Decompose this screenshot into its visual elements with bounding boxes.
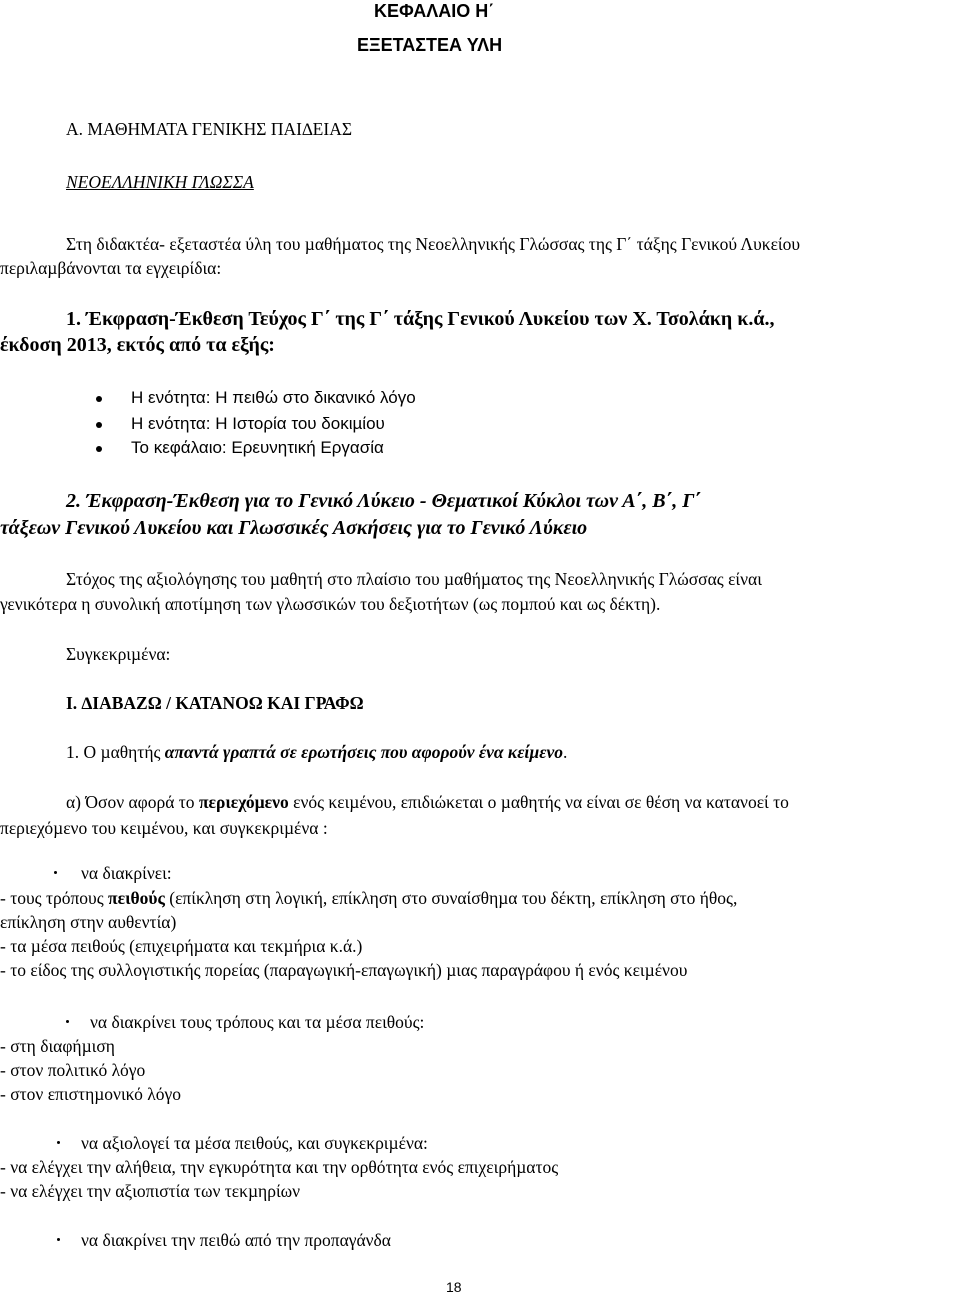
alpha-prefix: α) Όσον αφορά το — [66, 792, 199, 812]
bullet-icon — [96, 396, 102, 402]
group3-item: - να ελέγχει την αλήθεια, την εγκυρότητα και την ορθότητα ενός επιχειρήµατος — [0, 1157, 559, 1177]
alpha-line-2: περιεχόµενο του κειµένου, και συγκεκριµένα : — [0, 818, 328, 838]
subject-heading: ΝΕΟΕΛΛΗΝΙΚΗ ΓΛΩΣΣΑ — [66, 172, 254, 192]
group2-item: - στον επιστηµονικό λόγο — [0, 1084, 181, 1104]
group1-item: - το είδος της συλλογιστικής πορείας (παραγωγική-επαγωγική) µιας παραγράφου ή ενός κειµένου — [0, 960, 688, 980]
group1-item — [0, 887, 737, 909]
middot-icon — [57, 1238, 60, 1241]
bullet-icon — [96, 446, 102, 452]
middot-icon — [66, 1020, 69, 1023]
specifically-label: Συγκεκριµένα: — [66, 644, 171, 664]
part1-heading: Ι. ∆ΙΑΒΑΖΩ / ΚΑΤΑΝΟΩ ΚΑΙ ΓΡΑΦΩ — [66, 693, 364, 713]
group1-item1-suffix: (επίκληση στη λογική, επίκληση στο συναίσθηµα του δέκτη, επίκληση στο ήθος, — [164, 888, 738, 908]
group1-item1-bold: πειθούς — [108, 888, 165, 908]
item1-suffix: . — [563, 742, 568, 762]
exclusion-item: Η ενότητα: Η πειθώ στο δικανικό λόγο — [131, 388, 416, 407]
group1-lead: να διακρίνει: — [81, 863, 172, 883]
group2-item: - στη διαφήµιση — [0, 1036, 115, 1056]
group1-item: - τα µέσα πειθούς (επιχειρήµατα και τεκµήρια κ.ά.) — [0, 936, 363, 956]
alpha-line-1 — [66, 791, 789, 813]
item1-bold: απαντά γραπτά σε ερωτήσεις που αφορούν ένα κείµενο — [164, 742, 564, 762]
middot-icon — [54, 871, 57, 874]
bullet-icon — [96, 422, 102, 428]
page-number: 18 — [446, 1279, 462, 1295]
group4-lead: να διακρίνει την πειθώ από την προπαγάνδα — [81, 1230, 391, 1250]
group1-item-continuation: επίκληση στην αυθεντία) — [0, 912, 177, 932]
group1-item1-prefix: - τους τρόπους — [0, 888, 109, 908]
intro-line-2: περιλαµβάνονται τα εγχειρίδια: — [0, 258, 222, 278]
part1-item-1 — [66, 741, 567, 763]
assessment-line-2: γενικότερα η συνολική αποτίµηση των γλωσσικών του δεξιοτήτων (ως ποµπού και ως δέκτη). — [0, 594, 661, 614]
section-heading: Α. ΜΑΘΗΜΑΤΑ ΓΕΝΙΚΗΣ ΠΑΙ∆ΕΙΑΣ — [66, 119, 353, 139]
chapter-subtitle: ΕΞΕΤΑΣΤΕΑ ΥΛΗ — [357, 35, 503, 55]
group3-item: - να ελέγχει την αξιοπιστία των τεκµηρίων — [0, 1181, 301, 1201]
exclusion-item: Η ενότητα: Η Ιστορία του δοκιµίου — [131, 414, 385, 433]
intro-line-1: Στη διδακτέα- εξεταστέα ύλη του µαθήµατος της Νεοελληνικής Γλώσσας της Γ΄ τάξης Γενικού Λυκείου — [66, 234, 801, 254]
book2-title-line-2: τάξεων Γενικού Λυκείου και Γλωσσικές Ασκήσεις για το Γενικό Λύκειο — [0, 517, 588, 539]
chapter-title: ΚΕΦΑΛΑΙΟ Η΄ — [374, 1, 495, 21]
book2-title-line-1: 2. Έκφραση-Έκθεση για το Γενικό Λύκειο - Θεµατικοί Κύκλοι των Α΄, Β΄, Γ΄ — [66, 490, 701, 512]
book1-title-line-1: 1. Έκφραση-Έκθεση Τεύχος Γ΄ της Γ΄ τάξης Γενικού Λυκείου των Χ. Τσολάκη κ.ά., — [66, 308, 775, 330]
book1-title-line-2: έκδοση 2013, εκτός από τα εξής: — [0, 334, 275, 356]
alpha-bold: περιεχόµενο — [198, 792, 289, 812]
group2-item: - στον πολιτικό λόγο — [0, 1060, 146, 1080]
alpha-suffix: ενός κειµένου, επιδιώκεται ο µαθητής να είναι σε θέση να κατανοεί το — [288, 792, 789, 812]
item1-prefix: 1. Ο µαθητής — [66, 742, 165, 762]
middot-icon — [57, 1141, 60, 1144]
group2-lead: να διακρίνει τους τρόπους και τα µέσα πειθούς: — [90, 1012, 425, 1032]
group3-lead: να αξιολογεί τα µέσα πειθούς, και συγκεκριµένα: — [81, 1133, 428, 1153]
exclusion-item: Το κεφάλαιο: Ερευνητική Εργασία — [131, 438, 384, 457]
assessment-line-1: Στόχος της αξιολόγησης του µαθητή στο πλαίσιο του µαθήµατος της Νεοελληνικής Γλώσσας είναι — [66, 569, 762, 589]
